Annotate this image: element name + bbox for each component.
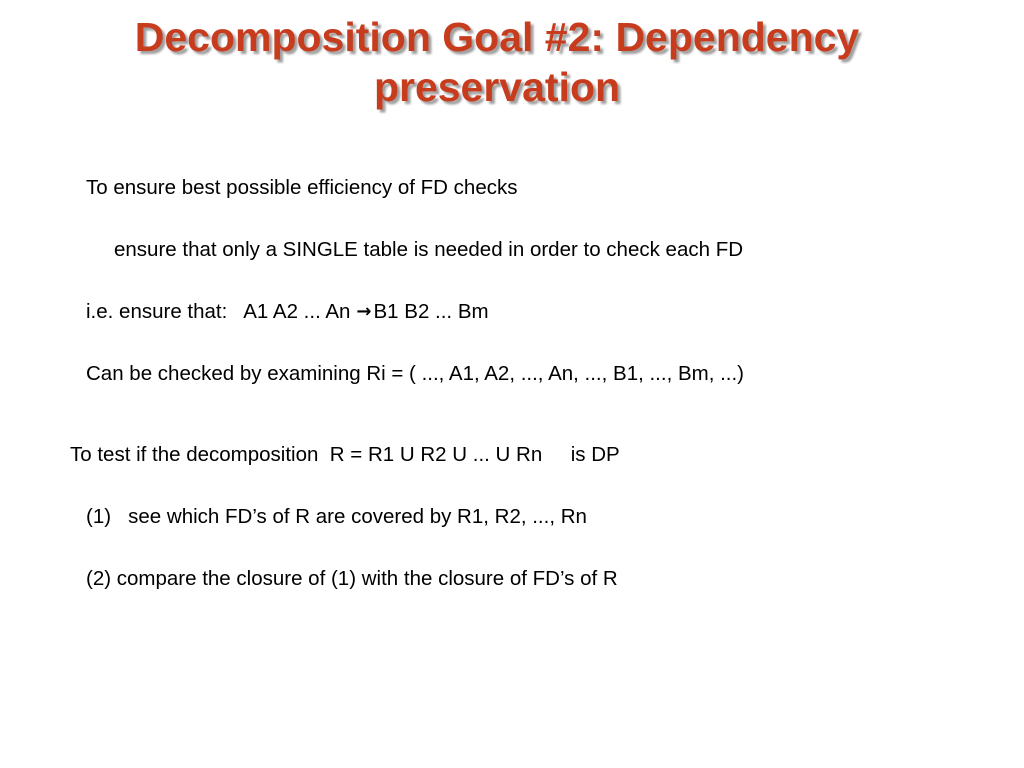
step-1-item: (1) see which FD’s of R are covered by R1, R2, ..., Rn — [86, 505, 587, 528]
fd-lhs-text: i.e. ensure that: A1 A2 ... An — [86, 300, 351, 323]
single-table-statement: ensure that only a SINGLE table is needed in order to check each FD — [114, 238, 744, 261]
slide-title-line-2: preservation — [373, 64, 621, 110]
fd-rhs-text: B1 B2 ... Bm — [373, 300, 489, 323]
efficiency-statement: To ensure best possible efficiency of FD checks — [86, 176, 518, 199]
slide-title-line-1: Decomposition Goal #2: Dependency — [134, 14, 860, 60]
slide-title — [0, 12, 994, 112]
fd-example-line — [86, 299, 489, 325]
check-by-examining-statement: Can be checked by examining Ri = ( ..., A1, A2, ..., An, ..., B1, ..., Bm, ...) — [86, 362, 745, 385]
dp-test-statement: To test if the decomposition R = R1 U R2 U ... U Rn is DP — [70, 443, 620, 466]
right-arrow-icon: → — [356, 301, 372, 322]
step-2-item: (2) compare the closure of (1) with the closure of FD’s of R — [86, 567, 618, 590]
